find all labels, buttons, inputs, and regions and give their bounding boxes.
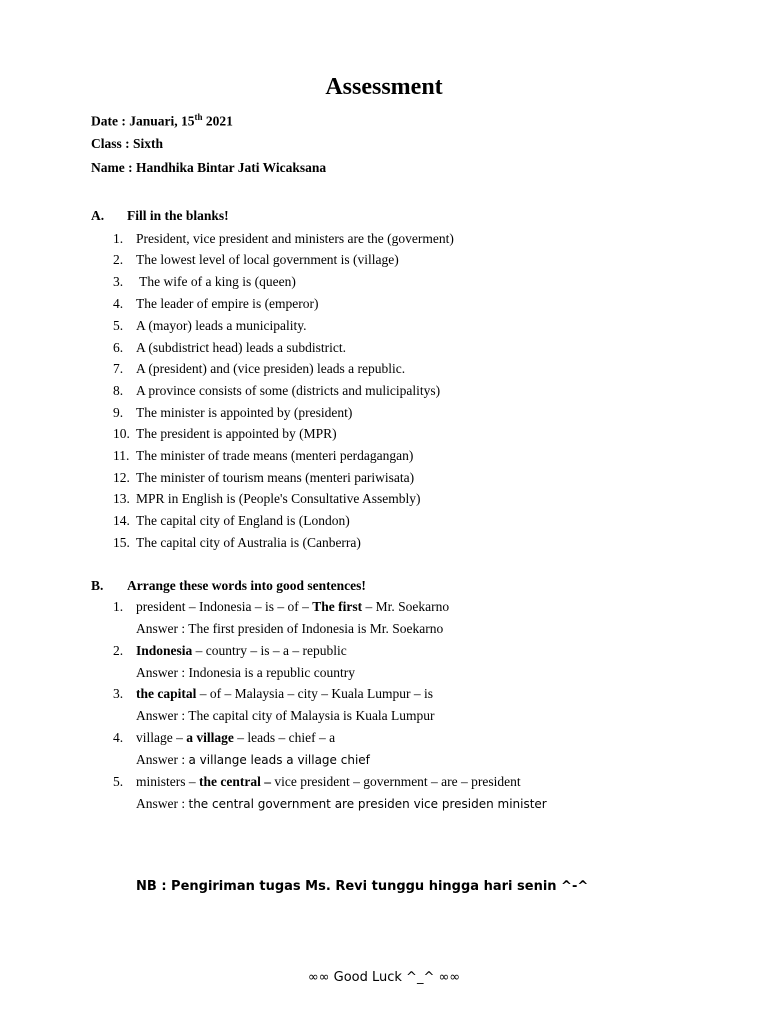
item-number: 12. bbox=[113, 470, 130, 485]
question-text-pre: president – Indonesia – is – of – bbox=[136, 599, 313, 614]
item-text: The wife of a king is (queen) bbox=[136, 274, 296, 289]
answer-text: Answer : Indonesia is a republic country bbox=[136, 665, 355, 680]
item-text: The capital city of England is (London) bbox=[136, 513, 350, 528]
list-item bbox=[113, 448, 413, 464]
answer-text-sans: a villange leads a village chief bbox=[188, 753, 370, 767]
item-number: 15. bbox=[113, 535, 130, 550]
item-text: The lowest level of local government is (village) bbox=[136, 252, 399, 267]
list-item bbox=[113, 296, 319, 312]
page-title: Assessment bbox=[325, 74, 443, 100]
item-number: 6. bbox=[113, 340, 124, 355]
answer-text: Answer : bbox=[136, 752, 189, 767]
item-number: 1. bbox=[113, 599, 124, 614]
item-text: MPR in English is (People's Consultative Assembly) bbox=[136, 491, 421, 506]
item-text: The minister of tourism means (menteri pariwisata) bbox=[136, 470, 415, 485]
item-number: 2. bbox=[113, 252, 124, 267]
list-item bbox=[113, 426, 337, 442]
item-number: 4. bbox=[113, 296, 124, 311]
item-number: 13. bbox=[113, 491, 130, 506]
item-number: 8. bbox=[113, 383, 124, 398]
answer-line bbox=[136, 621, 443, 637]
question-item bbox=[113, 643, 347, 659]
item-text: The leader of empire is (emperor) bbox=[136, 296, 319, 311]
question-item bbox=[113, 774, 521, 790]
section-a-letter: A. bbox=[91, 208, 105, 223]
item-number: 2. bbox=[113, 643, 124, 658]
item-number: 5. bbox=[113, 318, 124, 333]
answer-text-sans: the central government are presiden vice presiden minister bbox=[188, 797, 547, 811]
list-item bbox=[113, 513, 350, 529]
item-number: 11. bbox=[113, 448, 130, 463]
list-item bbox=[113, 383, 440, 399]
answer-line bbox=[136, 665, 355, 681]
question-text-bold: the central – bbox=[199, 774, 271, 789]
class-line: Class : Sixth bbox=[91, 136, 164, 151]
item-text: The minister of trade means (menteri perdagangan) bbox=[136, 448, 414, 463]
item-number: 7. bbox=[113, 361, 124, 376]
nb-note: NB : Pengiriman tugas Ms. Revi tunggu hingga hari senin ^-^ bbox=[136, 879, 589, 894]
question-text-post: – of – Malaysia – city – Kuala Lumpur – is bbox=[196, 686, 433, 701]
date-year: 2021 bbox=[202, 113, 233, 129]
question-text-bold: The first bbox=[312, 599, 363, 614]
date-superscript: th bbox=[194, 112, 203, 122]
item-text: A (subdistrict head) leads a subdistrict. bbox=[136, 340, 346, 355]
section-b-letter: B. bbox=[91, 578, 104, 593]
section-b-heading bbox=[91, 578, 366, 594]
question-text-bold: Indonesia bbox=[136, 643, 193, 658]
answer-text: Answer : The first presiden of Indonesia is Mr. Soekarno bbox=[136, 621, 444, 636]
section-a-heading bbox=[91, 208, 229, 224]
section-b-title: Arrange these words into good sentences! bbox=[127, 578, 366, 593]
question-item bbox=[113, 686, 433, 702]
list-item bbox=[113, 252, 399, 268]
date-text: Date : Januari, 15 bbox=[91, 113, 195, 129]
answer-text: Answer : The capital city of Malaysia is Kuala Lumpur bbox=[136, 708, 435, 723]
question-text-post: – leads – chief – a bbox=[233, 730, 336, 745]
question-text-pre: village – bbox=[136, 730, 187, 745]
item-text: The minister is appointed by (president) bbox=[136, 405, 353, 420]
section-a-title: Fill in the blanks! bbox=[127, 208, 229, 223]
list-item bbox=[113, 491, 420, 507]
question-text-pre: ministers – bbox=[136, 774, 199, 789]
item-text: President, vice president and ministers are the (goverment) bbox=[136, 231, 454, 246]
answer-line bbox=[136, 708, 435, 724]
answer-text: Answer : bbox=[136, 796, 189, 811]
date-line bbox=[91, 112, 233, 130]
list-item bbox=[113, 274, 296, 290]
item-number: 9. bbox=[113, 405, 124, 420]
list-item bbox=[113, 405, 352, 421]
item-number: 14. bbox=[113, 513, 130, 528]
item-number: 4. bbox=[113, 730, 124, 745]
question-item bbox=[113, 599, 449, 615]
item-text: A province consists of some (districts and mulicipalitys) bbox=[136, 383, 441, 398]
item-number: 1. bbox=[113, 231, 124, 246]
question-item bbox=[113, 730, 335, 746]
list-item bbox=[113, 535, 361, 551]
item-text: A (mayor) leads a municipality. bbox=[136, 318, 307, 333]
list-item bbox=[113, 318, 306, 334]
question-text-bold: a village bbox=[186, 730, 234, 745]
item-number: 5. bbox=[113, 774, 124, 789]
list-item bbox=[113, 470, 414, 486]
question-text-bold: the capital bbox=[136, 686, 197, 701]
name-line: Name : Handhika Bintar Jati Wicaksana bbox=[91, 160, 327, 175]
list-item bbox=[113, 361, 405, 377]
question-text-post: – country – is – a – republic bbox=[192, 643, 347, 658]
answer-line bbox=[136, 752, 370, 768]
item-number: 3. bbox=[113, 686, 124, 701]
list-item bbox=[113, 231, 454, 247]
good-luck-footer: ∞∞ Good Luck ^_^ ∞∞ bbox=[307, 970, 461, 985]
item-text: The president is appointed by (MPR) bbox=[136, 426, 337, 441]
answer-line bbox=[136, 796, 547, 812]
item-number: 10. bbox=[113, 426, 130, 441]
list-item bbox=[113, 340, 346, 356]
question-text-post: vice president – government – are – president bbox=[270, 774, 521, 789]
item-number: 3. bbox=[113, 274, 124, 289]
item-text: A (president) and (vice presiden) leads a republic. bbox=[136, 361, 406, 376]
question-text-post: – Mr. Soekarno bbox=[362, 599, 450, 614]
item-text: The capital city of Australia is (Canberra) bbox=[136, 535, 361, 550]
